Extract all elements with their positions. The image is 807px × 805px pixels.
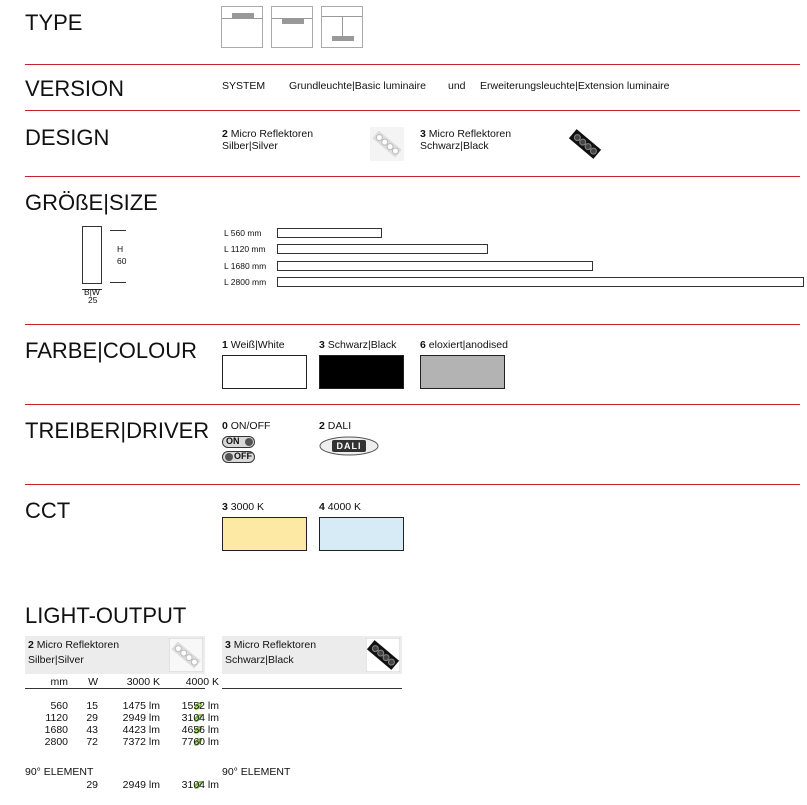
cct-num: 3 xyxy=(222,501,228,513)
width-label: B|W xyxy=(84,287,100,297)
on-label: ON xyxy=(226,436,240,446)
black-reflector-icon xyxy=(568,127,602,161)
col-header: 3000 K xyxy=(126,676,160,688)
design-line1: Micro Reflektoren xyxy=(230,128,314,140)
version-extension: Erweiterungsleuchte|Extension luminaire xyxy=(480,80,670,92)
design-option-2 xyxy=(222,128,313,152)
table-cell: 15 xyxy=(86,700,98,712)
cct-name: 4000 K xyxy=(327,501,362,513)
dim-line xyxy=(110,230,126,231)
section-title-cct: CCT xyxy=(25,498,71,523)
section-title-colour: FARBE|COLOUR xyxy=(25,338,197,363)
on-toggle-icon xyxy=(222,436,255,448)
section-title-driver: TREIBER|DRIVER xyxy=(25,418,210,443)
table-num: 2 xyxy=(28,639,34,651)
length-bar-1680 xyxy=(277,261,593,271)
silver-reflector-icon xyxy=(370,127,404,161)
length-bar-1120 xyxy=(277,244,488,254)
length-bar-560 xyxy=(277,228,382,238)
table-cell: 1552 lm xyxy=(181,700,219,712)
silver-reflector-icon xyxy=(169,638,203,672)
divider xyxy=(25,64,800,65)
col-header: W xyxy=(88,676,98,688)
table-line2: Silber|Silver xyxy=(28,654,84,666)
design-num: 3 xyxy=(420,128,426,140)
design-num: 2 xyxy=(222,128,228,140)
colour-swatch-white xyxy=(222,355,307,389)
dali-logo-text: DALI xyxy=(336,441,362,451)
off-toggle-icon xyxy=(222,451,255,463)
table-cell: 7372 lm xyxy=(122,736,160,748)
version-and: und xyxy=(448,80,466,92)
table-cell: 29 xyxy=(86,779,98,791)
driver-num: 0 xyxy=(222,420,228,432)
driver-name: DALI xyxy=(327,420,352,432)
dim-line xyxy=(110,282,126,283)
table-num: 3 xyxy=(225,639,231,651)
colour-swatch-black xyxy=(319,355,404,389)
cct-swatch-3000k xyxy=(222,517,307,551)
table-cell: 3104 lm xyxy=(181,779,219,791)
table-cell: 29 xyxy=(86,712,98,724)
design-line2: Schwarz|Black xyxy=(420,140,489,152)
table-cell: 7760 lm xyxy=(181,736,219,748)
cct-label-3000 xyxy=(222,501,264,513)
dali-logo-icon xyxy=(319,436,379,456)
design-option-3 xyxy=(420,128,511,152)
section-title-design: DESIGN xyxy=(25,125,110,150)
element-label: 90° ELEMENT xyxy=(25,766,94,778)
table-cell: 72 xyxy=(86,736,98,748)
divider xyxy=(25,404,800,405)
table-cell: 43 xyxy=(86,724,98,736)
divider xyxy=(25,176,800,177)
colour-name: eloxiert|anodised xyxy=(428,339,508,351)
section-title-version: VERSION xyxy=(25,76,125,101)
version-basic: Grundleuchte|Basic luminaire xyxy=(289,80,426,92)
light-table-title-black xyxy=(225,638,316,668)
colour-label-1 xyxy=(222,339,285,351)
table-cell: 1475 lm xyxy=(122,700,160,712)
width-value: 25 xyxy=(88,295,98,305)
table-line1: Micro Reflektoren xyxy=(36,639,120,651)
table-cell: 1120 xyxy=(45,712,68,724)
cct-name: 3000 K xyxy=(230,501,265,513)
table-cell: 2800 xyxy=(44,736,68,748)
table-cell: 2949 lm xyxy=(122,712,160,724)
driver-label-onoff xyxy=(222,420,270,432)
length-label-1120: L 1120 mm xyxy=(224,244,266,254)
height-label: H xyxy=(117,244,124,254)
black-reflector-icon xyxy=(366,638,400,672)
divider xyxy=(25,110,800,111)
colour-name: Weiß|White xyxy=(230,339,285,351)
section-title-light-output: LIGHT-OUTPUT xyxy=(25,603,187,628)
colour-num: 3 xyxy=(319,339,325,351)
cct-num: 4 xyxy=(319,501,325,513)
colour-label-3 xyxy=(319,339,396,351)
design-line1: Micro Reflektoren xyxy=(428,128,512,140)
table-line2: Schwarz|Black xyxy=(225,654,294,666)
table-header-rule xyxy=(25,688,205,689)
design-line2: Silber|Silver xyxy=(222,140,278,152)
table-cell: 4656 lm xyxy=(181,724,219,736)
table-cell: 4423 lm xyxy=(122,724,160,736)
colour-num: 1 xyxy=(222,339,228,351)
cct-swatch-4000k xyxy=(319,517,404,551)
recessed-luminaire-icon xyxy=(221,6,263,48)
length-label-1680: L 1680 mm xyxy=(224,261,267,271)
length-label-560: L 560 mm xyxy=(224,228,262,238)
element-label: 90° ELEMENT xyxy=(222,766,291,778)
table-cell: 3104 lm xyxy=(181,712,219,724)
section-title-type: TYPE xyxy=(25,10,83,35)
table-cell: 560 xyxy=(50,700,68,712)
surface-luminaire-icon xyxy=(271,6,313,48)
col-header: 4000 K xyxy=(185,676,219,688)
height-value: 60 xyxy=(117,256,127,266)
divider xyxy=(25,324,800,325)
length-bar-2800 xyxy=(277,277,804,287)
version-system: SYSTEM xyxy=(222,80,266,92)
profile-cross-section xyxy=(82,226,102,284)
length-label-2800: L 2800 mm xyxy=(224,277,267,287)
colour-swatch-anodised xyxy=(420,355,505,389)
table-header-rule xyxy=(222,688,402,689)
divider xyxy=(25,484,800,485)
light-table-title-silver xyxy=(28,638,119,668)
off-label: OFF xyxy=(234,451,252,461)
colour-num: 6 xyxy=(420,339,426,351)
light-output-table-black xyxy=(44,676,402,796)
table-cell: 2949 lm xyxy=(122,779,160,791)
table-line1: Micro Reflektoren xyxy=(233,639,317,651)
section-title-size: GRÖßE|SIZE xyxy=(25,190,158,215)
driver-num: 2 xyxy=(319,420,325,432)
table-cell: 1680 xyxy=(44,724,68,736)
driver-name: ON/OFF xyxy=(230,420,271,432)
driver-label-dali xyxy=(319,420,351,432)
colour-name: Schwarz|Black xyxy=(327,339,397,351)
col-header: mm xyxy=(50,676,68,688)
cct-label-4000 xyxy=(319,501,361,513)
colour-label-6 xyxy=(420,339,508,351)
pendant-luminaire-icon xyxy=(321,6,363,48)
